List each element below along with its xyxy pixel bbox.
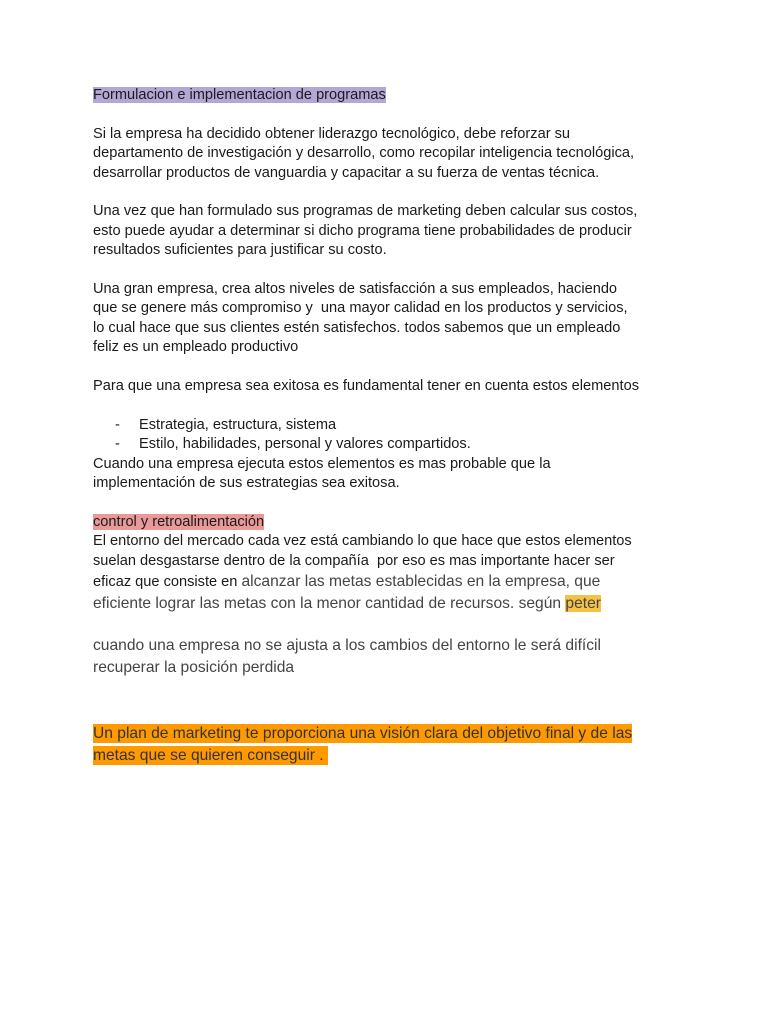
list-item: - Estilo, habilidades, personal y valores compartidos.: [115, 435, 683, 454]
paragraph-cambios: cuando una empresa no se ajusta a los cambios del entorno le será difícil recuperar la posición perdida: [93, 637, 601, 677]
paragraph-liderazgo: Si la empresa ha decidido obtener liderazgo tecnológico, debe reforzar su departamento de investigación y desarrollo, como recopilar inteligencia tecnológica, desarrollar productos de vanguardia y capacitar a su fuerza de ventas técnica.: [93, 125, 635, 181]
bullet-dash: -: [115, 416, 120, 433]
section-heading: [93, 513, 683, 532]
paragraph-satisfaccion: Una gran empresa, crea altos niveles de satisfacción a sus empleados, haciendo que se genere más compromiso y una mayor calidad en los productos y servicios, lo cual hace que sus clientes estén satisfechos. todos sabemos que un empleado feliz es un empleado productivo: [93, 281, 628, 356]
document-title: [93, 86, 683, 105]
closing-statement: Un plan de marketing te proporciona una visión clara del objetivo final y de las metas que se quieren conseguir .: [93, 725, 633, 765]
paragraph-implementacion: Cuando una empresa ejecuta estos elementos es mas probable que la implementación de sus estrategias sea exitosa.: [93, 455, 551, 492]
paragraph-entorno: El entorno del mercado cada vez está cambiando lo que hace que estos elementos suelan desgastarse dentro de la compañía por eso es mas importante hacer ser eficaz que consiste en alcanzar las metas establecidas en la empresa, que eficiente lograr las metas con la menor cantidad de recursos. según peter: [93, 533, 632, 613]
name-highlight: peter: [565, 595, 601, 613]
document-body: [93, 86, 683, 767]
paragraph-costos: Una vez que han formulado sus programas de marketing deben calcular sus costos, esto puede ayudar a determinar si dicho programa tiene probabilidades de producir resultados suficientes para justificar su costo.: [93, 203, 638, 259]
document-title-text: Formulacion e implementacion de programas: [93, 87, 386, 103]
section-heading-text: control y retroalimentación: [93, 513, 265, 530]
list-item: - Estrategia, estructura, sistema: [115, 416, 683, 435]
bullet-dash: -: [115, 436, 120, 453]
elements-list: [93, 416, 683, 455]
paragraph-elementos-intro: Para que una empresa sea exitosa es fundamental tener en cuenta estos elementos: [93, 378, 639, 395]
